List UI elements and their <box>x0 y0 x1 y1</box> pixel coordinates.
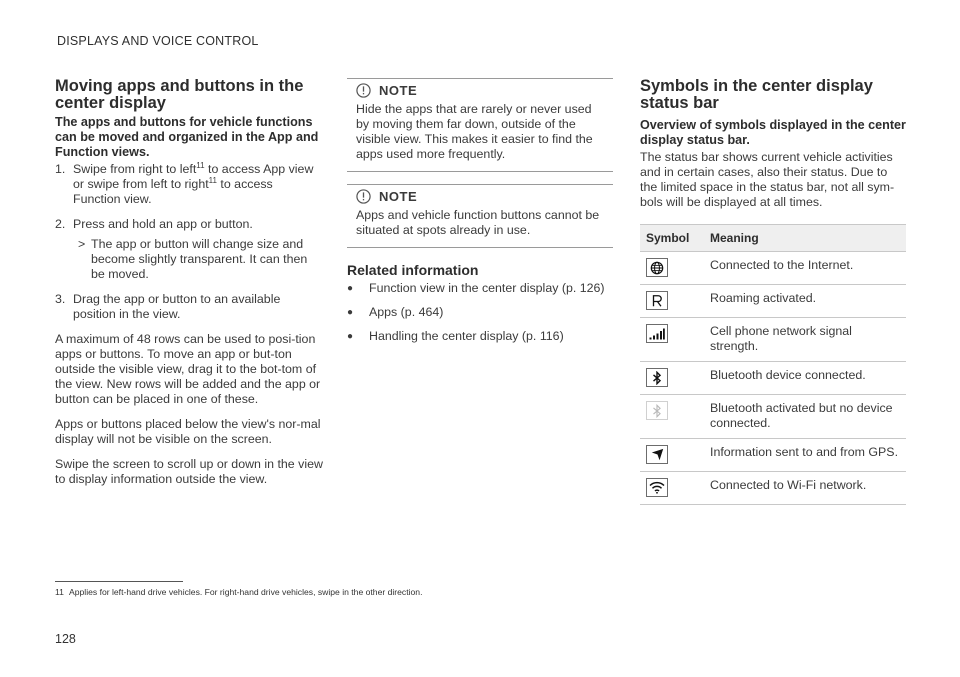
table-row <box>640 318 906 362</box>
section-subtitle: The apps and buttons for vehicle functions can be moved and organized in the App and Function views. <box>55 115 319 159</box>
symbol-meaning: Connected to Wi-Fi network. <box>704 472 906 505</box>
step-number: 1. <box>55 162 66 176</box>
bluetooth-icon <box>646 368 668 387</box>
note-box <box>347 78 613 172</box>
column-status-symbols <box>640 78 906 505</box>
step-1 <box>55 162 323 207</box>
table-row <box>640 285 906 318</box>
section-title: Symbols in the center display status bar <box>640 77 873 112</box>
step-text: Press and hold an app or button. <box>73 217 253 231</box>
table-header-row <box>640 225 906 252</box>
footnote-ref[interactable]: 11 <box>196 161 205 170</box>
step-result <box>78 237 323 282</box>
table-row <box>640 439 906 472</box>
symbol-meaning: Connected to the Internet. <box>704 252 906 285</box>
note-text: Apps and vehicle function buttons cannot be situated at spots already in use. <box>356 208 600 237</box>
step-number: 2. <box>55 217 66 231</box>
note-header <box>356 83 604 98</box>
column-moving-apps <box>55 78 323 497</box>
body-paragraph: Apps or buttons placed below the view's nor-mal display will not be visible on the screen. <box>55 417 321 446</box>
note-label: NOTE <box>379 83 418 98</box>
related-link[interactable]: ● Handling the center display (p. 116) <box>347 329 564 343</box>
related-information-title: Related information <box>347 262 479 278</box>
bluetooth-dim-icon <box>646 401 668 420</box>
bullet-icon: ● <box>347 307 354 318</box>
step-3 <box>55 292 323 322</box>
footnote-number: 11 <box>55 587 64 597</box>
step-2 <box>55 217 323 282</box>
section-subtitle: Overview of symbols displayed in the center display status bar. <box>640 118 906 147</box>
table-row <box>640 472 906 505</box>
table-row <box>640 395 906 439</box>
body-paragraph: Swipe the screen to scroll up or down in the view to display information outside the view. <box>55 457 323 486</box>
footnote-divider <box>55 581 183 582</box>
note-label: NOTE <box>379 189 418 204</box>
globe-icon <box>646 258 668 277</box>
table-row <box>640 362 906 395</box>
intro-paragraph: The status bar shows current vehicle activities and in certain cases, also their status. Due to the limited space in the status bar, not all sym-bols will be displayed at all times. <box>640 150 895 209</box>
step-text: Drag the app or button to an available position in the view. <box>73 292 281 321</box>
wifi-icon <box>646 478 668 497</box>
step-number: 3. <box>55 292 66 306</box>
result-marker: > <box>78 237 86 251</box>
related-link[interactable]: ● Apps (p. 464) <box>347 305 444 319</box>
note-text: Hide the apps that are rarely or never used by moving them far down, outside of the visible view. This makes it easier to find the apps used more frequently. <box>356 102 593 161</box>
bullet-icon: ● <box>347 331 354 342</box>
step-text: Swipe from right to left$^{11}$ to access App view or swipe from left to right$^{11}$ to access Function view. <box>73 161 314 206</box>
footnote-ref[interactable]: 11 <box>208 176 217 185</box>
info-icon <box>356 189 371 204</box>
footnote-text: Applies for left-hand drive vehicles. For right-hand drive vehicles, swipe in the other direction. <box>69 587 423 597</box>
symbol-meaning: Cell phone network signal strength. <box>704 318 906 362</box>
footnote <box>55 587 422 597</box>
gps-arrow-icon <box>646 445 668 464</box>
symbol-meaning: Bluetooth activated but no device connected. <box>704 395 906 439</box>
symbol-meaning: Information sent to and from GPS. <box>704 439 906 472</box>
related-link[interactable]: ● Function view in the center display (p. 126) <box>347 281 605 295</box>
table-row <box>640 252 906 285</box>
symbol-meaning: Bluetooth device connected. <box>704 362 906 395</box>
info-icon <box>356 83 371 98</box>
symbols-table <box>640 224 906 505</box>
roaming-r-icon <box>646 291 668 310</box>
body-paragraph: A maximum of 48 rows can be used to posi-tion apps or buttons. To move an app or but-ton outside the visible view, drag it to the bot-tom of the view. New rows will be added and the app or button can be placed in one of these. <box>55 332 321 406</box>
page-number: 128 <box>55 632 76 646</box>
result-text: The app or button will change size and become slightly transparent. It can then be moved. <box>91 237 308 281</box>
signal-strength-icon <box>646 324 668 343</box>
symbol-meaning: Roaming activated. <box>704 285 906 318</box>
note-box <box>347 184 613 248</box>
column-header-symbol: Symbol <box>640 225 704 252</box>
bullet-icon: ● <box>347 283 354 294</box>
column-header-meaning: Meaning <box>704 225 906 252</box>
note-header <box>356 189 604 204</box>
section-title: Moving apps and buttons in the center display <box>55 77 304 112</box>
column-notes <box>347 78 613 353</box>
running-header: DISPLAYS AND VOICE CONTROL <box>57 34 259 48</box>
